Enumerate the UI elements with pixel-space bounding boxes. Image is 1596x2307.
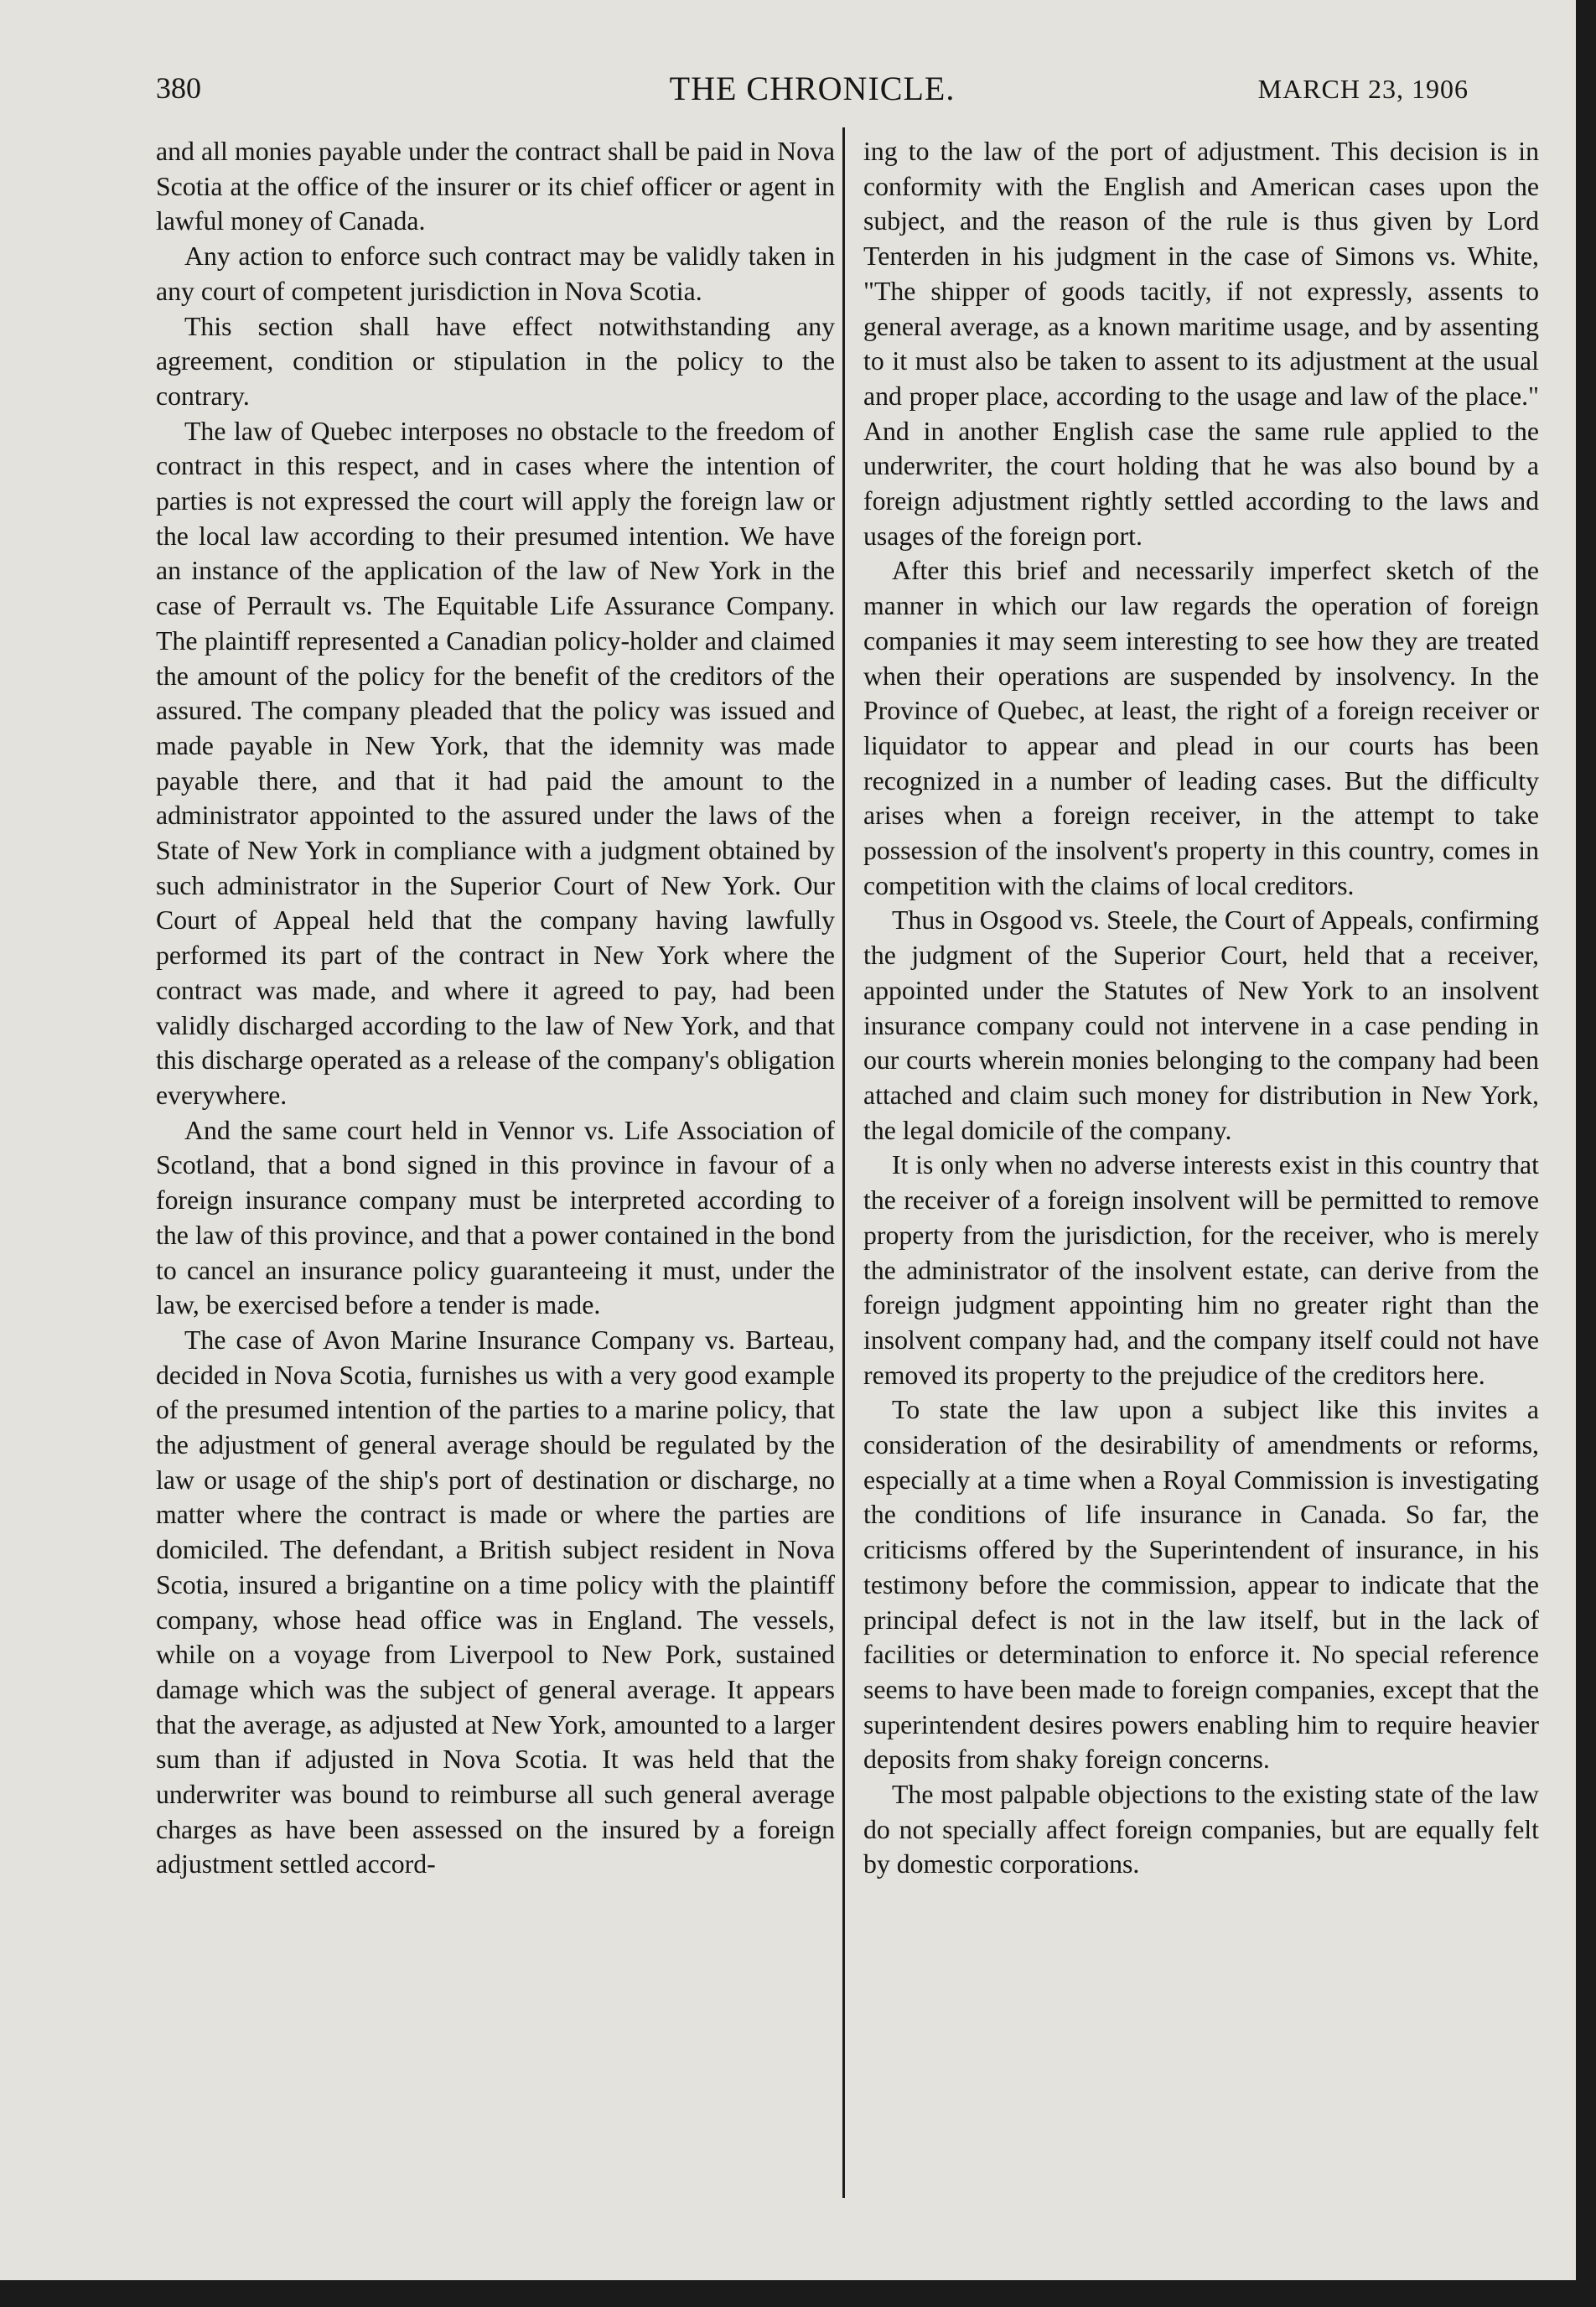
issue-date: MARCH 23, 1906: [1257, 74, 1469, 104]
page-header: [156, 65, 1469, 116]
column-divider: [842, 127, 845, 2198]
page-number: 380: [156, 71, 201, 105]
paragraph: The most palpable objections to the existing state of the law do not specially affect foreign companies, but are equally felt by domestic corporations.: [863, 1780, 1539, 1879]
paragraph: After this brief and necessarily imperfect sketch of the manner in which our law regards the operation of foreign companies it may seem interesting to see how they are treated when their operations are suspended by insolvency. In the Province of Quebec, at least, the right of a foreign receiver or liquidator to appear and plead in our courts has been recognized in a number of leading cases. But the difficulty arises when a foreign receiver, in the attempt to take possession of the insolvent's property in this country, comes in competition with the claims of local creditors.: [863, 556, 1539, 900]
scan-edge-bottom: [0, 2280, 1596, 2307]
paragraph: ing to the law of the port of adjustment. This decision is in conformity with the English and American cases upon the subject, and the reason of the rule is thus given by Lord Tenterden in his judgment in the case of Simons vs. White, "The shipper of goods tacitly, if not expressly, assents to general average, as a known maritime usage, and by assenting to it must also be taken to assent to its adjustment at the usual and proper place, according to the usage and law of the place." And in another English case the same rule applied to the underwriter, the court holding that he was also bound by a foreign adjustment rightly settled according to the laws and usages of the foreign port.: [863, 137, 1539, 551]
paragraph: This section shall have effect notwithstanding any agreement, condition or stipulation in the policy to the contrary.: [156, 311, 835, 411]
paragraph: It is only when no adverse interests exist in this country that the receiver of a foreign insolvent will be permitted to remove property from the jurisdiction, for the receiver, who is merely the administrator of the insolvent estate, can derive from the foreign judgment appointing him no greater right than the insolvent company had, and the company itself could not have removed its property to the prejudice of the creditors here.: [863, 1150, 1539, 1390]
paragraph: To state the law upon a subject like this invites a consideration of the desirability of amendments or reforms, especially at a time when a Royal Commission is investigating the conditions of life insurance in Canada. So far, the criticisms offered by the Superintendent of insurance, in his testimony before the commission, appear to indicate that the principal defect is not in the law itself, but in the lack of facilities or determination to enforce it. No special reference seems to have been made to foreign companies, except that the superintendent desires powers enabling him to require heavier deposits from shaky foreign concerns.: [863, 1395, 1539, 1775]
paragraph: And the same court held in Vennor vs. Life Association of Scotland, that a bond signed in this province in favour of a foreign insurance company must be interpreted according to the law of this province, and that a power contained in the bond to cancel an insurance policy guaranteeing it must, under the law, be exercised before a tender is made.: [156, 1115, 835, 1320]
scan-edge: [1576, 0, 1596, 2307]
paragraph: Any action to enforce such contract may be validly taken in any court of competent jurisdiction in Nova Scotia.: [156, 241, 835, 306]
right-column: [863, 134, 1539, 1882]
paragraph: and all monies payable under the contract shall be paid in Nova Scotia at the office of the insurer or its chief officer or agent in lawful money of Canada.: [156, 137, 835, 236]
paragraph: The law of Quebec interposes no obstacle to the freedom of contract in this respect, and in cases where the intention of parties is not expressed the court will apply the foreign law or the local law according to their presumed intention. We have an instance of the application of the law of New York in the case of Perrault vs. The Equitable Life Assurance Company. The plaintiff represented a Canadian policy-holder and claimed the amount of the policy for the benefit of the creditors of the assured. The company pleaded that the policy was issued and made payable in New York, that the idemnity was made payable there, and that it had paid the amount to the administrator appointed to the assured under the laws of the State of New York in compliance with a judgment obtained by such administrator in the Superior Court of New York. Our Court of Appeal held that the company having lawfully performed its part of the contract in New York where the contract was made, and where it agreed to pay, had been validly discharged according to the law of New York, and that this discharge operated as a release of the company's obligation everywhere.: [156, 416, 835, 1110]
publication-title: THE CHRONICLE.: [669, 70, 956, 107]
paragraph: Thus in Osgood vs. Steele, the Court of Appeals, confirming the judgment of the Superior Court, held that a receiver, appointed under the Statutes of New York to an insolvent insurance company could not intervene in a case pending in our courts wherein monies belonging to the company had been attached and claim such money for distribution in New York, the legal domicile of the company.: [863, 905, 1539, 1145]
paragraph: The case of Avon Marine Insurance Company vs. Barteau, decided in Nova Scotia, furnishes us with a very good example of the presumed intention of the parties to a marine policy, that the adjustment of general average should be regulated by the law or usage of the ship's port of destination or discharge, no matter where the contract is made or where the parties are domiciled. The defendant, a British subject resident in Nova Scotia, insured a brigantine on a time policy with the plaintiff company, whose head office was in England. The vessels, while on a voyage from Liverpool to New Pork, sustained damage which was the subject of general average. It appears that the average, as adjusted at New York, amounted to a larger sum than if adjusted in Nova Scotia. It was held that the underwriter was bound to reimburse all such general average charges as have been assessed on the insured by a foreign adjustment settled accord-: [156, 1325, 835, 1879]
left-column: [156, 134, 835, 1882]
